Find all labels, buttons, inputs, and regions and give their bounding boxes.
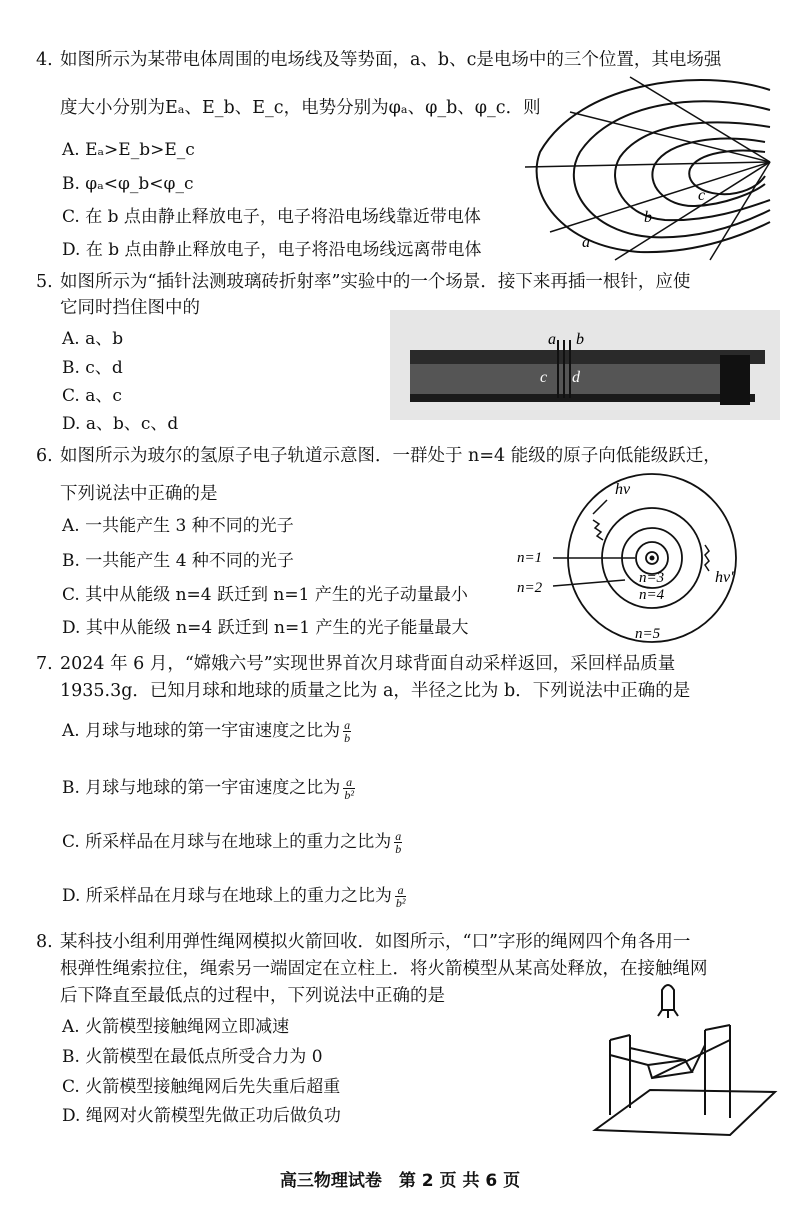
- q6-option-a: A. 一共能产生 3 种不同的光子: [62, 516, 294, 536]
- q6-label-n4: n=4: [639, 587, 665, 603]
- q6-stem-line1: 如图所示为玻尔的氢原子电子轨道示意图．一群处于 n=4 能级的原子向低能级跃迁，: [60, 446, 721, 466]
- q7-option-a-fraction: [343, 719, 351, 744]
- q5-glass-brick-photo: [390, 310, 780, 420]
- q6-option-c: C. 其中从能级 n=4 跃迁到 n=1 产生的光子动量最小: [62, 585, 468, 605]
- q7-d-numerator: a: [395, 884, 407, 897]
- q4-stem-line1: 如图所示为某带电体周围的电场线及等势面，a、b、c是电场中的三个位置，其电场强: [60, 50, 722, 70]
- q7-b-numerator: a: [343, 776, 355, 789]
- q7-option-c-fraction: [394, 830, 402, 855]
- q7-a-denominator: b: [344, 731, 351, 745]
- q5-label-d: d: [572, 369, 580, 386]
- q5-stem-line2: 它同时挡住图中的: [60, 298, 200, 318]
- q4-option-a: A. Eₐ>E_b>E_c: [62, 140, 195, 160]
- q7-option-b: [62, 776, 355, 801]
- q5-label-b: b: [576, 331, 584, 348]
- q6-bohr-orbit-figure: [515, 470, 785, 645]
- q4-label-b: b: [644, 209, 652, 226]
- q6-label-n5: n=5: [635, 626, 661, 642]
- q5-number: 5.: [36, 272, 53, 292]
- q6-stem-line2: 下列说法中正确的是: [60, 484, 218, 504]
- q5-stem-line1: 如图所示为“插针法测玻璃砖折射率”实验中的一个场景．接下来再插一根针，应使: [60, 272, 691, 292]
- q7-option-c-text: C. 所采样品在月球与在地球上的重力之比为: [62, 832, 392, 852]
- q8-option-d: D. 绳网对火箭模型先做正功后做负功: [62, 1106, 341, 1126]
- q4-electric-field-figure: [520, 72, 780, 262]
- q6-label-n1: n=1: [517, 550, 543, 566]
- page-footer: 高三物理试卷 第 2 页 共 6 页: [279, 1171, 521, 1191]
- q6-label-n2: n=2: [517, 580, 543, 596]
- q8-option-c: C. 火箭模型接触绳网后先失重后超重: [62, 1077, 341, 1097]
- q8-stem-line1: 某科技小组利用弹性绳网模拟火箭回收．如图所示，“口”字形的绳网四个角各用一: [60, 932, 691, 952]
- q4-option-c: C. 在 b 点由静止释放电子，电子将沿电场线靠近带电体: [62, 207, 481, 227]
- q7-option-d: [62, 884, 406, 909]
- q6-label-hv: hν: [615, 481, 631, 498]
- q6-option-d: D. 其中从能级 n=4 跃迁到 n=1 产生的光子能量最大: [62, 618, 469, 638]
- q5-label-a: a: [548, 331, 556, 348]
- q4-number: 4.: [36, 50, 53, 70]
- q5-option-d: D. a、b、c、d: [62, 414, 179, 434]
- q7-b-denominator: b²: [344, 788, 354, 802]
- q8-option-a: A. 火箭模型接触绳网立即减速: [62, 1017, 290, 1037]
- q5-option-b: B. c、d: [62, 358, 123, 378]
- q8-option-b: B. 火箭模型在最低点所受合力为 0: [62, 1047, 323, 1067]
- q7-a-numerator: a: [344, 718, 351, 732]
- q7-stem-line1: 2024 年 6 月，“嫦娥六号”实现世界首次月球背面自动采样返回，采回样品质量: [60, 654, 676, 674]
- q8-stem-line3: 后下降直至最低点的过程中，下列说法中正确的是: [60, 986, 445, 1006]
- q6-label-n3: n=3: [639, 570, 665, 586]
- q7-c-denominator: b: [395, 842, 402, 856]
- q4-label-a: a: [582, 234, 590, 251]
- q5-option-a: A. a、b: [62, 329, 124, 349]
- q7-option-b-fraction: [343, 776, 355, 801]
- q4-option-b: B. φₐ<φ_b<φ_c: [62, 174, 194, 194]
- q5-label-c: c: [540, 369, 548, 386]
- q7-option-b-text: B. 月球与地球的第一宇宙速度之比为: [62, 778, 341, 798]
- q8-rocket-net-figure: [590, 980, 780, 1150]
- q6-label-hv-prime: hν′: [715, 569, 734, 586]
- q7-option-a: [62, 719, 351, 744]
- q7-stem-line2: 1935.3g．已知月球和地球的质量之比为 a，半径之比为 b．下列说法中正确的是: [60, 681, 691, 701]
- q7-c-numerator: a: [395, 829, 402, 843]
- q8-stem-line2: 根弹性绳索拉住，绳索另一端固定在立柱上．将火箭模型从某高处释放，在接触绳网: [60, 959, 708, 979]
- q5-option-c: C. a、c: [62, 386, 122, 406]
- q8-number: 8.: [36, 932, 53, 952]
- q7-option-d-fraction: [395, 884, 407, 909]
- q4-label-c: c: [698, 187, 706, 204]
- q6-option-b: B. 一共能产生 4 种不同的光子: [62, 551, 294, 571]
- q7-option-c: [62, 830, 402, 855]
- q7-d-denominator: b²: [395, 896, 406, 910]
- q7-number: 7.: [36, 654, 53, 674]
- q4-stem-line2: 度大小分别为Eₐ、E_b、E_c，电势分别为φₐ、φ_b、φ_c．则: [60, 98, 541, 118]
- q7-option-d-text: D. 所采样品在月球与在地球上的重力之比为: [62, 886, 392, 906]
- q6-number: 6.: [36, 446, 53, 466]
- q4-option-d: D. 在 b 点由静止释放电子，电子将沿电场线远离带电体: [62, 240, 482, 260]
- q7-option-a-text: A. 月球与地球的第一宇宙速度之比为: [62, 721, 341, 741]
